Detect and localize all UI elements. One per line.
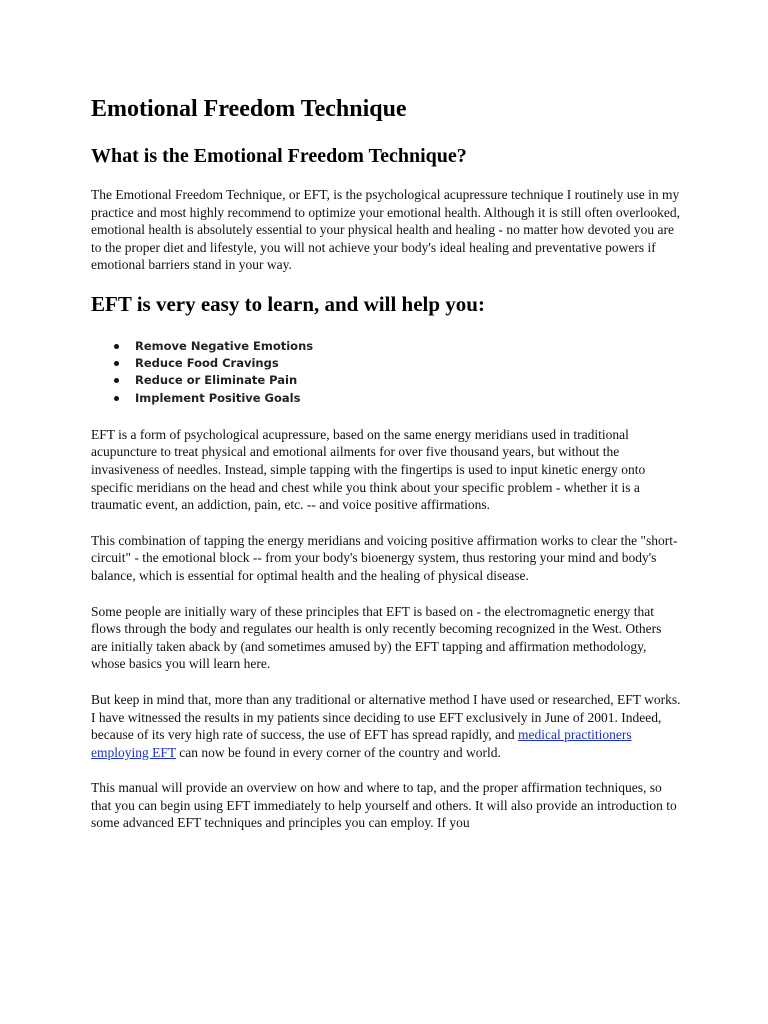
bullet-icon bbox=[114, 396, 119, 401]
list-item-label: Reduce or Eliminate Pain bbox=[135, 373, 298, 388]
list-item-label: Remove Negative Emotions bbox=[135, 338, 314, 353]
body-paragraph-manual: This manual will provide an overview on how and where to tap, and the proper affirmation techniques, so that you can begin using EFT immediately to help yourself and others. It will also provide an introduction to some advanced EFT techniques and principles you can employ. If you bbox=[91, 780, 677, 831]
body-paragraph-short-circuit: This combination of tapping the energy meridians and voicing positive affirmation works to clear the "short-circuit" - the emotional block -- from your body's bioenergy system, thus restoring your mind and body's balance, which is essential for optimal health and the healing of physical disease. bbox=[91, 532, 678, 583]
document-body bbox=[91, 92, 681, 832]
section-heading-what-is-eft: What is the Emotional Freedom Technique? bbox=[91, 145, 467, 167]
list-item bbox=[91, 372, 681, 389]
list-item-label: Reduce Food Cravings bbox=[135, 356, 279, 371]
section-heading-easy-to-learn: EFT is very easy to learn, and will help you: bbox=[91, 291, 485, 316]
paragraph-text-after-link: can now be found in every corner of the country and world. bbox=[175, 744, 501, 760]
intro-paragraph: The Emotional Freedom Technique, or EFT, is the psychological acupressure technique I routinely use in my practice and most highly recommend to optimize your emotional health. Although it is still often overlooked, emotional health is absolutely essential to your physical health and healing - no matter how devoted you are to the proper diet and lifestyle, you will not achieve your body's ideal healing and preventative powers if emotional barriers stand in your way. bbox=[91, 187, 681, 273]
body-paragraph-acupressure: EFT is a form of psychological acupressure, based on the same energy meridians used in traditional acupuncture to treat physical and emotional ailments for over five thousand years, but without the invasiveness of needles. Instead, simple tapping with the fingertips is used to input kinetic energy onto specific meridians on the head and chest while you think about your specific problem - whether it is a traumatic event, an addiction, pain, etc. -- and voice positive affirmations. bbox=[91, 426, 646, 513]
body-paragraph-wary: Some people are initially wary of these principles that EFT is based on - the electromagnetic energy that flows through the body and regulates our health is only recently becoming recognized in the West. Others are initially taken aback by (and sometimes amused by) the EFT tapping and affirmation methodology, whose basics you will learn here. bbox=[91, 603, 662, 672]
bullet-icon bbox=[114, 361, 119, 366]
body-paragraph-eft-works bbox=[91, 691, 681, 761]
page-title: Emotional Freedom Technique bbox=[91, 96, 407, 122]
benefits-list bbox=[91, 338, 681, 407]
list-item bbox=[91, 355, 681, 372]
paragraph-text-before-link: But keep in mind that, more than any traditional or alternative method I have used or researched, EFT works. I have witnessed the results in my patients since deciding to use EFT exclusively in June of 2001. Indeed, because of its very high rate of success, the use of EFT has spread rapidly, and bbox=[91, 691, 681, 743]
bullet-icon bbox=[114, 344, 119, 349]
list-item bbox=[91, 338, 681, 355]
bullet-icon bbox=[114, 378, 119, 383]
list-item-label: Implement Positive Goals bbox=[135, 390, 301, 405]
list-item bbox=[91, 390, 681, 407]
medical-practitioners-link[interactable]: medical practitioners employing EFT bbox=[91, 727, 632, 760]
